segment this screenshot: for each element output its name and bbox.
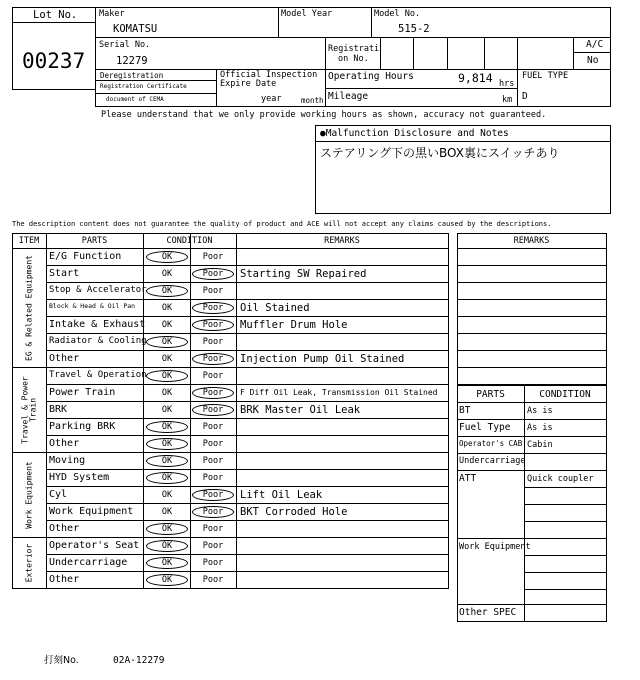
- poor-option: Poor: [202, 489, 224, 500]
- poor-option: Poor: [202, 302, 224, 313]
- poor-option: Poor: [202, 540, 224, 551]
- spec-header-condition: CONDITION: [539, 389, 591, 400]
- spec-row-line: [457, 436, 606, 437]
- ok-option: OK: [161, 472, 173, 483]
- poor-selected-circle: [192, 319, 234, 331]
- poor-option: Poor: [202, 336, 224, 347]
- malfunction-title: ●Malfunction Disclosure and Notes: [320, 128, 509, 139]
- ok-option: OK: [161, 438, 173, 449]
- ok-option: OK: [161, 336, 173, 347]
- hrs-unit: hrs: [499, 79, 515, 89]
- ok-option: OK: [161, 404, 173, 415]
- cema-label: document of CEMA: [106, 96, 164, 103]
- remark-text: Oil Stained: [240, 302, 310, 314]
- lot-label: Lot No.: [33, 9, 78, 21]
- right-remarks-row-line: [457, 367, 606, 368]
- right-remarks-row-line: [457, 248, 606, 249]
- serial-label: Serial No.: [99, 40, 151, 50]
- poor-selected-circle: [192, 353, 234, 365]
- column-header-condition: CONDITION: [166, 236, 213, 246]
- part-name: Other: [49, 353, 80, 364]
- ac-label: A/C: [586, 39, 604, 50]
- poor-option: Poor: [202, 574, 224, 585]
- poor-option: Poor: [202, 506, 224, 517]
- spec-sub-line: [524, 572, 606, 573]
- right-remarks-row-line: [457, 299, 606, 300]
- remark-text: Starting SW Repaired: [240, 268, 367, 280]
- ok-option: OK: [161, 421, 173, 432]
- model-no-value: 515-2: [398, 23, 430, 35]
- table-row: [46, 571, 448, 588]
- part-name: Power Train: [49, 387, 116, 398]
- table-row: [46, 435, 448, 452]
- column-header-remarks: REMARKS: [324, 236, 360, 246]
- spec-condition: Quick coupler: [527, 474, 594, 484]
- spec-part: Operator's CAB: [459, 439, 523, 448]
- poor-option: Poor: [202, 421, 224, 432]
- part-name: Start: [49, 268, 80, 279]
- right-remarks-row-line: [457, 282, 606, 283]
- ac-value: No: [587, 55, 599, 66]
- hours-note: Please understand that we only provide working hours as shown, accuracy not guaranteed.: [101, 110, 547, 120]
- poor-option: Poor: [202, 557, 224, 568]
- spec-sub-line: [524, 487, 606, 488]
- ok-option: OK: [161, 370, 173, 381]
- spec-part: BT: [459, 405, 471, 416]
- spec-part: Undercarriage: [459, 456, 526, 466]
- poor-option: Poor: [202, 523, 224, 534]
- part-name: Other: [49, 523, 80, 534]
- spec-part: Other SPEC: [459, 607, 517, 618]
- ok-option: OK: [161, 319, 173, 330]
- ok-selected-circle: [146, 251, 188, 263]
- poor-selected-circle: [192, 387, 234, 399]
- poor-option: Poor: [202, 353, 224, 364]
- part-name: Block & Head & Oil Pan: [49, 302, 136, 310]
- ok-option: OK: [161, 268, 173, 279]
- part-name: BRK: [49, 404, 68, 415]
- fuel-type-value: D: [522, 91, 528, 102]
- spec-condition: Cabin: [527, 440, 553, 450]
- remark-text: F Diff Oil Leak, Transmission Oil Stained: [240, 388, 438, 397]
- registration-certificate-label: Registration Certificate: [100, 83, 187, 90]
- right-remarks-title: REMARKS: [513, 236, 550, 246]
- part-name: Other: [49, 574, 80, 585]
- month-label: month: [301, 96, 324, 105]
- ok-selected-circle: [146, 336, 188, 348]
- poor-option: Poor: [202, 370, 224, 381]
- part-name: Radiator & Cooling: [49, 336, 147, 346]
- ok-option: OK: [161, 285, 173, 296]
- poor-selected-circle: [192, 268, 234, 280]
- remark-text: BRK Master Oil Leak: [240, 404, 361, 416]
- malfunction-text: ステアリング下の黒いBOX裏にスイッチあり: [320, 146, 560, 160]
- engraving-value: 02A-12279: [113, 655, 165, 666]
- spec-row-line: [457, 453, 606, 454]
- spec-condition: As is: [527, 406, 553, 416]
- ok-option: OK: [161, 506, 173, 517]
- ok-option: OK: [161, 574, 173, 585]
- disclaimer: The description content does not guarantee the quality of product and ACE will not accept any claims caused by the descriptions.: [12, 220, 552, 228]
- spec-header-parts: PARTS: [476, 389, 505, 400]
- remark-text: Injection Pump Oil Stained: [240, 353, 405, 365]
- poor-option: Poor: [202, 438, 224, 449]
- part-name: Other: [49, 438, 80, 449]
- ok-selected-circle: [146, 285, 188, 297]
- poor-option: Poor: [202, 285, 224, 296]
- poor-selected-circle: [192, 506, 234, 518]
- fuel-type-label: FUEL TYPE: [522, 71, 569, 81]
- registration-label-1: Registrati: [328, 44, 380, 54]
- deregistration-label: Deregistration: [100, 71, 164, 80]
- ok-option: OK: [161, 387, 173, 398]
- mileage-label: Mileage: [328, 91, 369, 102]
- ok-selected-circle: [146, 472, 188, 484]
- spec-part: ATT: [459, 473, 477, 484]
- ok-option: OK: [161, 489, 173, 500]
- spec-part: Work Equipment: [459, 542, 531, 552]
- part-name: Operator's Seat: [49, 540, 140, 551]
- model-year-label: Model Year: [281, 9, 333, 19]
- part-name: Undercarriage: [49, 557, 128, 568]
- group-label: EG & Related Equipment: [23, 254, 33, 361]
- spec-col-divider: [524, 385, 525, 621]
- remark-text: BKT Corroded Hole: [240, 506, 348, 518]
- year-label: year: [261, 94, 282, 104]
- table-row: [46, 520, 448, 537]
- ok-option: OK: [161, 302, 173, 313]
- ok-selected-circle: [146, 574, 188, 586]
- ok-selected-circle: [146, 523, 188, 535]
- poor-option: Poor: [202, 455, 224, 466]
- part-name: Stop & Accelerator: [49, 285, 147, 295]
- part-name: Parking BRK: [49, 421, 116, 432]
- spec-row-line: [457, 470, 606, 471]
- ok-option: OK: [161, 523, 173, 534]
- group-label: Work Equipment: [23, 460, 33, 529]
- poor-selected-circle: [192, 489, 234, 501]
- poor-option: Poor: [202, 404, 224, 415]
- maker-label: Maker: [99, 9, 125, 19]
- right-remarks-row-line: [457, 333, 606, 334]
- poor-selected-circle: [192, 404, 234, 416]
- ok-option: OK: [161, 557, 173, 568]
- right-remarks-row-line: [457, 350, 606, 351]
- poor-option: Poor: [202, 319, 224, 330]
- part-name: Moving: [49, 455, 86, 466]
- ok-selected-circle: [146, 557, 188, 569]
- ok-option: OK: [161, 455, 173, 466]
- maker-value: KOMATSU: [113, 23, 158, 35]
- spec-sub-line: [524, 555, 606, 556]
- part-name: Travel & Operation: [49, 370, 147, 380]
- right-remarks-row-line: [457, 265, 606, 266]
- spec-row-line: [457, 604, 606, 605]
- part-name: Intake & Exhaust: [49, 319, 146, 330]
- ok-option: OK: [161, 353, 173, 364]
- model-no-label: Model No.: [374, 9, 421, 19]
- poor-option: Poor: [202, 472, 224, 483]
- spec-sub-line: [524, 504, 606, 505]
- operating-hours-value: 9,814: [458, 71, 493, 85]
- inspection-label-1: Official Inspection: [220, 70, 318, 80]
- right-remarks-frame: [457, 233, 607, 385]
- spec-row-line: [457, 538, 606, 539]
- engraving-label: 打刻No.: [44, 655, 79, 666]
- ok-selected-circle: [146, 455, 188, 467]
- right-remarks-row-line: [457, 316, 606, 317]
- remark-text: Lift Oil Leak: [240, 489, 323, 501]
- ok-option: OK: [161, 251, 173, 262]
- spec-sub-line: [524, 521, 606, 522]
- poor-selected-circle: [192, 302, 234, 314]
- part-name: Cyl: [49, 489, 68, 500]
- poor-option: Poor: [202, 251, 224, 262]
- spec-row-line: [457, 419, 606, 420]
- km-unit: km: [502, 95, 513, 105]
- ok-option: OK: [161, 540, 173, 551]
- lot-number: 00237: [22, 49, 86, 73]
- column-header-item: ITEM: [18, 236, 40, 246]
- poor-option: Poor: [202, 387, 224, 398]
- registration-label-2: on No.: [338, 54, 369, 64]
- group-label: Exterior: [23, 543, 33, 582]
- group-label: Travel & Power Train: [19, 375, 37, 444]
- poor-option: Poor: [202, 268, 224, 279]
- part-name: HYD System: [49, 472, 110, 483]
- spec-row-line: [457, 402, 606, 403]
- spec-sub-line: [524, 589, 606, 590]
- spec-condition: As is: [527, 423, 553, 433]
- serial-value: 12279: [116, 55, 148, 67]
- ok-selected-circle: [146, 370, 188, 382]
- column-header-parts: PARTS: [81, 236, 108, 246]
- ok-selected-circle: [146, 438, 188, 450]
- ok-selected-circle: [146, 421, 188, 433]
- part-name: E/G Function: [49, 251, 122, 262]
- part-name: Work Equipment: [49, 506, 134, 517]
- inspection-label-2: Expire Date: [220, 79, 277, 89]
- remark-text: Muffler Drum Hole: [240, 319, 348, 331]
- table-row: [46, 452, 448, 469]
- spec-part: Fuel Type: [459, 422, 511, 433]
- operating-hours-label: Operating Hours: [328, 71, 414, 82]
- ok-selected-circle: [146, 540, 188, 552]
